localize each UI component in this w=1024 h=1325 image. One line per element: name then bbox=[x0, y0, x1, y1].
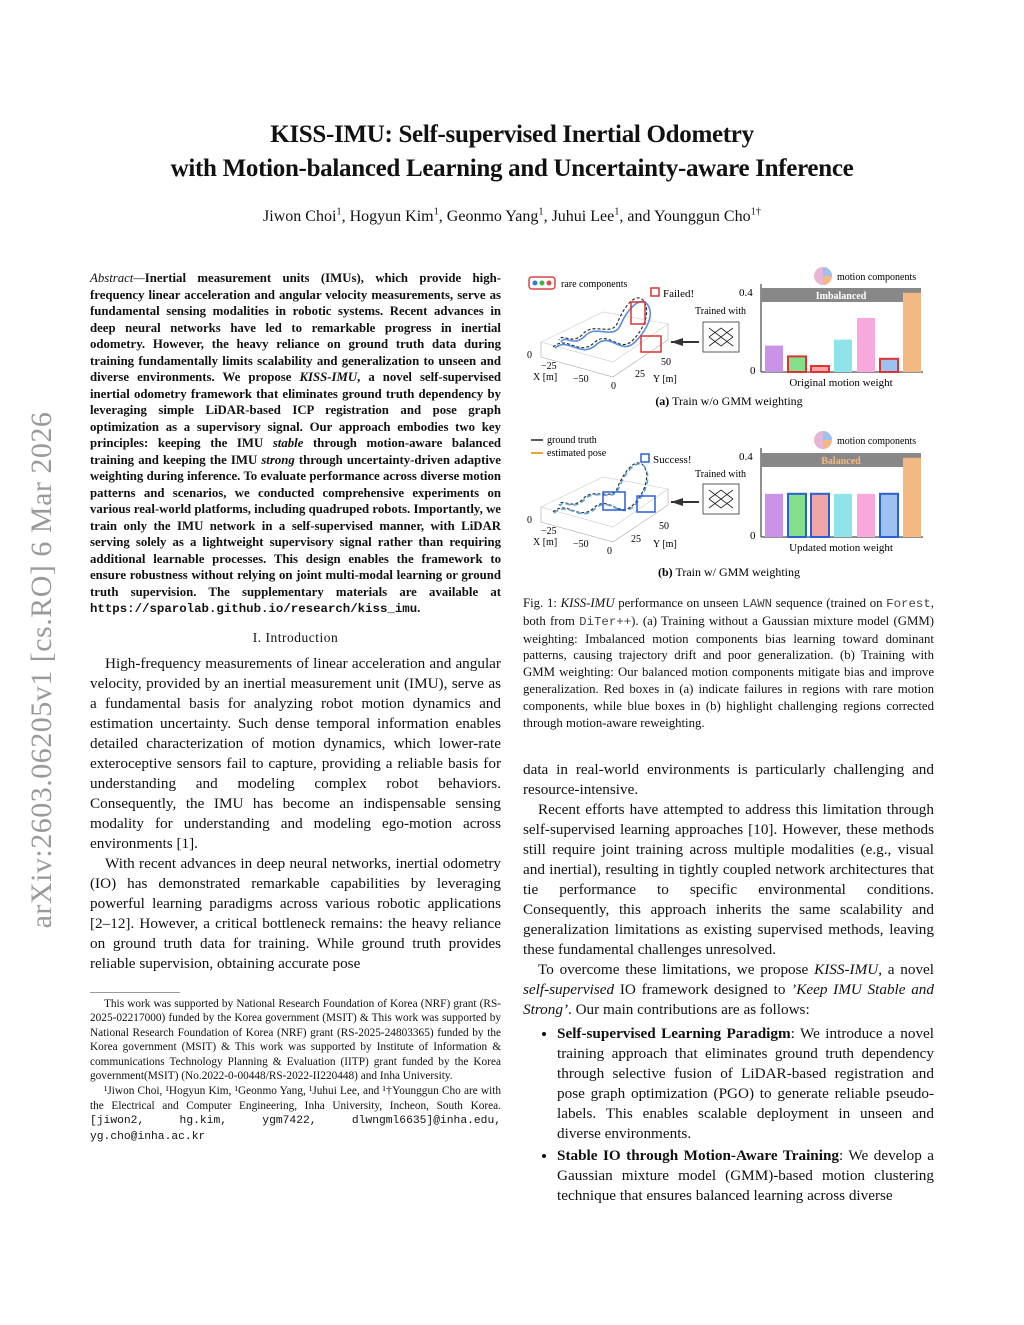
neural-network-icon bbox=[703, 322, 739, 352]
arrow-head-icon bbox=[671, 498, 683, 506]
title-line-1: KISS-IMU: Self-supervised Inertial Odometry bbox=[270, 121, 754, 148]
estimated-path bbox=[554, 464, 648, 514]
trajectory-plot-a bbox=[527, 298, 677, 392]
estimated-path bbox=[555, 302, 650, 350]
y-zero-label: 0 bbox=[750, 365, 756, 377]
contributions-list bbox=[523, 1024, 934, 1206]
pie-slice bbox=[823, 276, 832, 285]
motion-weight-bar bbox=[811, 494, 829, 537]
legend-dot bbox=[547, 281, 552, 286]
y-axis-label: Y [m] bbox=[653, 374, 677, 385]
y-tick-50: 50 bbox=[659, 521, 669, 532]
x-tick-minus-25: −25 bbox=[541, 526, 557, 537]
imbalanced-band-label: Imbalanced bbox=[815, 291, 867, 302]
abstract: Abstract—Inertial measurement units (IMUs), which provide high-frequency linear acceleration and angular velocity measurements, serve as fundamental sensing modalities in robotic systems. Recent advances in deep neural networks have led to remarkable progress in inertial odometry. However, the heavy reliance on ground truth data during training fundamentally limits scalability and generalization to unseen and diverse environments. We propose KISS-IMU, a novel self-supervised inertial odometry framework that eliminates ground truth dependency by leveraging simple LiDAR-based ICP registration and pose graph optimization as a supervisory signal. Our approach embodies two key principles: keeping the IMU stable through motion-aware balanced training and keeping the IMU strong through uncertainty-driven adaptive weighting during inference. To evaluate performance across diverse motion patterns and scenarios, we conducted comprehensive experiments on various real-world platforms, including quadruped robots. Importantly, we train only the IMU network in a self-supervised manner, with LiDAR serving solely as a lightweight supervisory signal rather than requiring additional learnable processes. This design enables the framework to ensure robustness without relying on joint multi-modal learning or ground truth supervision. The supplementary materials are available at https://sparolab.github.io/research/kiss_imu. bbox=[90, 271, 501, 616]
intro-paragraph-1: High-frequency measurements of linear acceleration and angular velocity, provided by an inertial measurement unit (IMU), serve as a fundamental basis for analyzing robot motion dynamics and estimation uncertainty. Such dense temporal information enables detailed characterization of motion dynamics, which lower-rate exteroceptive sensors fail to capture, providing a reliable basis for understanding and modeling complex robot behaviors. Consequently, the IMU has become an indispensable sensing modality for understanding and modeling ego-motion across environments [1]. bbox=[90, 654, 501, 852]
right-paragraph-2: Recent efforts have attempted to address this limitation through self-supervised learning approaches [10]. However, these methods still require joint training across multiple modalities (e.g., visual and inertial), resulting in tightly coupled network architectures that tie performance to specific environmental conditions. Consequently, this approach inherits the same scalability and generalization limitations as existing supervised methods, leaving these fundamental challenges unresolved. bbox=[523, 801, 934, 958]
legend-dot bbox=[533, 281, 538, 286]
trajectory-plot-b bbox=[527, 463, 677, 557]
contribution-item: • Stable IO through Motion-Aware Training: We develop a Gaussian mixture model (GMM)-based motion clustering technique that ensures balanced learning across diverse bbox=[557, 1146, 934, 1206]
motion-weight-bar bbox=[765, 494, 783, 537]
intro-paragraph-2: With recent advances in deep neural networks, inertial odometry (IO) has demonstrated remarkable capabilities by leveraging powerful learning paradigms across various robotic applications [2–12]. However, a critical bottleneck remains: the heavy reliance on ground truth data for training. While ground truth provides reliable supervision, obtaining accurate pose bbox=[90, 854, 501, 972]
motion-weight-bar bbox=[903, 293, 921, 372]
original-weight-label: Original motion weight bbox=[789, 377, 893, 389]
y-tick-25: 25 bbox=[631, 534, 641, 545]
pie-slice bbox=[823, 431, 832, 440]
arrow-head-icon bbox=[671, 338, 683, 346]
panel-b bbox=[527, 431, 923, 579]
right-paragraph-1: data in real-world environments is particularly challenging and resource-intensive. bbox=[523, 761, 934, 798]
y-tick-50: 50 bbox=[661, 357, 671, 368]
motion-components-label: motion components bbox=[837, 272, 917, 283]
pie-slice bbox=[823, 267, 832, 276]
y-axis-label: Y [m] bbox=[653, 539, 677, 550]
motion-weight-bar bbox=[834, 494, 852, 537]
author-list: Jiwon Choi$^1$, Hogyun Kim$^1$, Geonmo Yang$^1$, Juhui Lee$^1$, and Younggun Cho$^{1\dagger}$ bbox=[263, 206, 761, 225]
motion-weight-bar bbox=[857, 318, 875, 372]
y-tick-0: 0 bbox=[611, 381, 616, 392]
trained-with-label: Trained with bbox=[695, 306, 747, 317]
x-tick-0: 0 bbox=[527, 350, 532, 361]
failed-label: Failed! bbox=[663, 288, 695, 300]
right-column bbox=[523, 760, 934, 1208]
success-marker-icon bbox=[641, 454, 649, 462]
balanced-band-label: Balanced bbox=[821, 456, 861, 467]
right-paragraph-3: To overcome these limitations, we propose KISS-IMU, a novel self-supervised IO framework designed to ’Keep IMU Stable and Strong’. Our main contributions are as follows: bbox=[523, 961, 935, 1018]
x-tick-minus-50: −50 bbox=[573, 539, 589, 550]
legend-dot bbox=[540, 281, 545, 286]
ground-truth-legend-label: ground truth bbox=[547, 435, 597, 446]
footnotes bbox=[90, 997, 501, 1145]
x-axis-label: X [m] bbox=[533, 537, 558, 548]
failure-box bbox=[641, 336, 661, 352]
neural-network-icon bbox=[703, 484, 739, 514]
updated-weight-label: Updated motion weight bbox=[789, 542, 893, 554]
contribution-item: • Self-supervised Learning Paradigm: We introduce a novel training approach that eliminates ground truth dependency through selective fusion of LiDAR-based registration and pose graph optimization (PGO) to generate reliable pseudo-labels. This enables scalable deployment in unseen and diverse environments. bbox=[557, 1024, 934, 1144]
plot-grid bbox=[541, 477, 668, 527]
panel-a bbox=[527, 267, 923, 408]
arxiv-stamp: arXiv:2603.06205v1 [cs.RO] 6 Mar 2026 bbox=[25, 411, 58, 929]
bars-a bbox=[765, 293, 921, 372]
success-label: Success! bbox=[653, 454, 692, 466]
rare-components-label: rare components bbox=[561, 279, 628, 290]
y-max-label: 0.4 bbox=[739, 287, 753, 299]
motion-weight-bar bbox=[857, 494, 875, 537]
motion-weight-bar bbox=[834, 340, 852, 372]
estimated-pose-legend-label: estimated pose bbox=[547, 448, 607, 459]
x-tick-0: 0 bbox=[527, 515, 532, 526]
plot-frame bbox=[541, 489, 668, 542]
x-tick-minus-25: −25 bbox=[541, 361, 557, 372]
footnote-divider bbox=[90, 992, 180, 993]
paper-title bbox=[100, 118, 924, 186]
supplementary-link[interactable]: https://sparolab.github.io/research/kiss_imu bbox=[90, 602, 418, 616]
x-tick-minus-50: −50 bbox=[573, 374, 589, 385]
motion-weight-bar bbox=[765, 346, 783, 372]
motion-weight-bar bbox=[880, 359, 898, 372]
left-column bbox=[90, 270, 501, 1144]
affiliation-footnote: ¹Jiwon Choi, ¹Hogyun Kim, ¹Geonmo Yang, ¹Juhui Lee, and ¹†Younggun Cho are with the Electrical and Computer Engineering, Inha University, Incheon, South Korea. [jiwon2, hg.kim, ygm7422, dlwngml6635]@inha.edu, yg.cho@inha.ac.kr bbox=[90, 1085, 501, 1143]
figure-1-graphic bbox=[523, 262, 935, 592]
motion-weight-bar bbox=[903, 458, 921, 537]
figure-1 bbox=[523, 262, 935, 592]
trained-with-label: Trained with bbox=[695, 469, 747, 480]
y-max-label: 0.4 bbox=[739, 451, 753, 463]
author-emails: [jiwon2, hg.kim, ygm7422, dlwngml6635]@inha.edu, yg.cho@inha.ac.kr bbox=[90, 1115, 501, 1143]
motion-weight-bar bbox=[811, 366, 829, 372]
motion-weight-bar bbox=[788, 356, 806, 372]
funding-footnote: This work was supported by National Research Foundation of Korea (NRF) grant (RS-2025-02217000) funded by the Korea government (MSIT) & This work was supported by National Research Foundation of Korea (NRF) grant (RS-2025-24803365) funded by the Korea government (MSIT) & This work was supported by Institute of Information & communications Technology Planning & Evaluation (IITP) grant funded by the Korea government(MSIT) (No.2022-0-00448/RS-2022-II220448) and Inha University. bbox=[90, 997, 501, 1083]
subfigure-b-caption: (b) Train w/ GMM weighting bbox=[657, 565, 801, 579]
section-heading-introduction: I. Introduction bbox=[252, 629, 339, 645]
y-tick-0: 0 bbox=[607, 546, 612, 557]
subfigure-a-caption: (a) Train w/o GMM weighting bbox=[655, 394, 803, 408]
bars-b bbox=[765, 458, 921, 537]
title-line-2: with Motion-balanced Learning and Uncertainty-aware Inference bbox=[170, 155, 854, 182]
x-axis-label: X [m] bbox=[533, 372, 558, 383]
figure-1-caption: Fig. 1: KISS-IMU performance on unseen LAWN sequence (trained on Forest, both from DiTer++). (a) Training without a Gaussian mixture model (GMM) weighting: Imbalanced motion components bias learning toward dominant patterns, causing trajectory drift and poor generalization. (b) Training with GMM weighting: Our balanced motion components mitigate bias and improve generalization. Red boxes in (a) indicate failures in regions with rare motion components, while blue boxes in (b) highlight challenging regions corrected through motion-aware reweighting. bbox=[523, 596, 934, 730]
motion-weight-bar bbox=[880, 494, 898, 537]
motion-weight-bar bbox=[788, 494, 806, 537]
pie-slice bbox=[823, 440, 832, 449]
failed-marker-icon bbox=[651, 288, 659, 296]
y-tick-25: 25 bbox=[635, 369, 645, 380]
y-zero-label: 0 bbox=[750, 530, 756, 542]
motion-components-label: motion components bbox=[837, 436, 917, 447]
